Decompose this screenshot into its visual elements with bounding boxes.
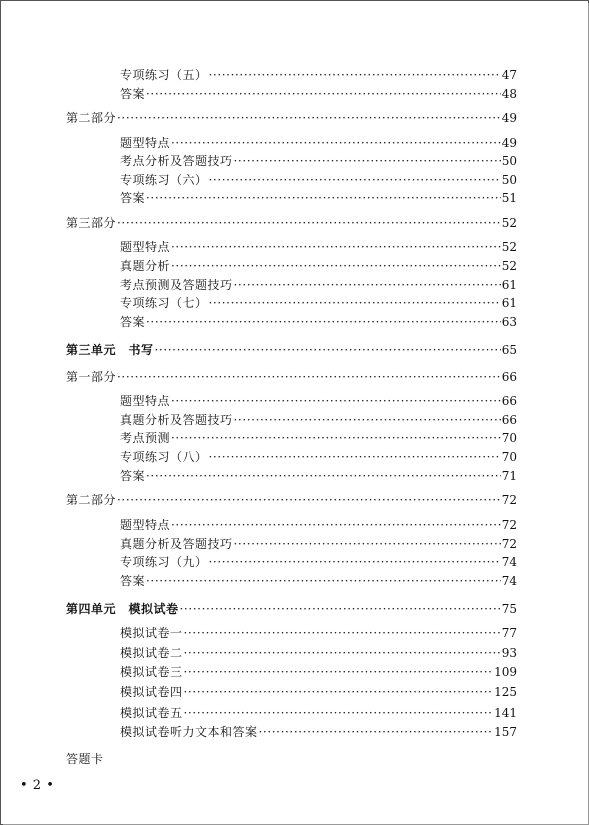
leader-dots bbox=[184, 625, 501, 641]
leader-dots bbox=[209, 172, 501, 188]
toc-entry-page: 48 bbox=[501, 87, 517, 101]
leader-dots bbox=[234, 277, 501, 293]
toc-entry-label: 模拟试卷二 bbox=[120, 646, 183, 660]
toc-entry-label: 题型特点 bbox=[120, 240, 171, 254]
leader-dots bbox=[155, 342, 501, 358]
toc-unit-label: 第三单元 书写 bbox=[66, 343, 154, 357]
toc-entry-label: 考点分析及答题技巧 bbox=[120, 154, 233, 168]
leader-dots bbox=[171, 393, 501, 409]
leader-dots bbox=[146, 190, 501, 206]
toc-entry-label: 模拟试卷五 bbox=[120, 706, 183, 720]
toc-entry bbox=[120, 705, 517, 721]
toc-entry-page: 52 bbox=[501, 240, 517, 254]
toc-section-page: 52 bbox=[501, 216, 517, 230]
toc-entry-label: 真题分析及答题技巧 bbox=[120, 537, 233, 551]
toc-entry-page: 72 bbox=[501, 537, 517, 551]
toc-entry-label: 答案 bbox=[120, 574, 146, 588]
toc-entry-page: 157 bbox=[494, 725, 517, 739]
leader-dots bbox=[146, 573, 501, 589]
toc-entry bbox=[120, 449, 517, 465]
leader-dots bbox=[117, 369, 501, 385]
toc-entry-page: 66 bbox=[501, 394, 517, 408]
leader-dots bbox=[184, 664, 494, 680]
leader-dots bbox=[117, 492, 501, 508]
toc-entry-label: 答案 bbox=[120, 315, 146, 329]
leader-dots bbox=[209, 449, 501, 465]
toc-section bbox=[66, 215, 517, 231]
toc-entry-label: 专项练习（八） bbox=[120, 450, 208, 464]
toc-entry bbox=[120, 573, 517, 589]
toc-entry-page: 61 bbox=[501, 278, 517, 292]
leader-dots bbox=[146, 86, 501, 102]
leader-dots bbox=[234, 536, 501, 552]
toc-section-label: 第二部分 bbox=[66, 493, 117, 507]
toc-entry-page: 70 bbox=[501, 431, 517, 445]
page-folio: • 2 • bbox=[20, 778, 55, 793]
leader-dots bbox=[146, 314, 501, 330]
leader-dots bbox=[146, 468, 501, 484]
leader-dots bbox=[209, 554, 501, 570]
toc-entry bbox=[120, 554, 517, 570]
toc-entry-label: 模拟试卷三 bbox=[120, 665, 183, 679]
toc-entry-label: 专项练习（五） bbox=[120, 68, 208, 82]
leader-dots bbox=[209, 295, 501, 311]
toc-entry-page: 72 bbox=[501, 518, 517, 532]
toc-entry-label: 真题分析及答题技巧 bbox=[120, 413, 233, 427]
leader-dots bbox=[171, 239, 501, 255]
toc-section-page: 49 bbox=[501, 111, 517, 125]
toc-entry-page: 74 bbox=[501, 555, 517, 569]
answer-card-entry: 答题卡 bbox=[66, 752, 104, 766]
toc-unit-page: 65 bbox=[501, 343, 517, 357]
toc-entry bbox=[120, 295, 517, 311]
toc-entry bbox=[120, 684, 517, 700]
toc-entry bbox=[120, 135, 517, 151]
toc-entry-page: 52 bbox=[501, 259, 517, 273]
toc-entry bbox=[120, 153, 517, 169]
toc-entry-label: 专项练习（七） bbox=[120, 296, 208, 310]
toc-entry-page: 49 bbox=[501, 136, 517, 150]
toc-entry-label: 真题分析 bbox=[120, 259, 171, 273]
toc-entry-label: 题型特点 bbox=[120, 394, 171, 408]
toc-section-page: 66 bbox=[501, 370, 517, 384]
toc-entry-label: 模拟试卷听力文本和答案 bbox=[120, 725, 258, 739]
leader-dots bbox=[234, 412, 501, 428]
leader-dots bbox=[209, 67, 501, 83]
toc-entry-label: 考点预测及答题技巧 bbox=[120, 278, 233, 292]
toc-entry-page: 63 bbox=[501, 315, 517, 329]
leader-dots bbox=[184, 645, 501, 661]
leader-dots bbox=[171, 135, 501, 151]
toc-entry bbox=[120, 536, 517, 552]
toc-unit bbox=[66, 601, 517, 617]
toc-entry-page: 71 bbox=[501, 469, 517, 483]
leader-dots bbox=[171, 258, 501, 274]
toc-entry-page: 77 bbox=[501, 626, 517, 640]
toc-entry bbox=[120, 239, 517, 255]
toc-entry-page: 51 bbox=[501, 191, 517, 205]
toc-entry bbox=[120, 645, 517, 661]
toc-unit bbox=[66, 342, 517, 358]
leader-dots bbox=[180, 601, 501, 617]
toc-entry bbox=[120, 724, 517, 740]
toc-entry bbox=[120, 517, 517, 533]
toc-entry-label: 考点预测 bbox=[120, 431, 171, 445]
toc-entry-label: 题型特点 bbox=[120, 136, 171, 150]
toc-section bbox=[66, 369, 517, 385]
toc-section bbox=[66, 492, 517, 508]
toc-entry-page: 50 bbox=[501, 173, 517, 187]
toc-entry-page: 125 bbox=[494, 685, 517, 699]
leader-dots bbox=[184, 684, 494, 700]
toc-entry-label: 专项练习（六） bbox=[120, 173, 208, 187]
toc-entry-page: 66 bbox=[501, 413, 517, 427]
leader-dots bbox=[171, 430, 501, 446]
toc-entry bbox=[120, 468, 517, 484]
toc-section-label: 第一部分 bbox=[66, 370, 117, 384]
toc-section-label: 第三部分 bbox=[66, 216, 117, 230]
toc-entry-label: 模拟试卷四 bbox=[120, 685, 183, 699]
toc-entry-page: 61 bbox=[501, 296, 517, 310]
toc-entry-label: 题型特点 bbox=[120, 518, 171, 532]
leader-dots bbox=[171, 517, 501, 533]
toc-entry bbox=[120, 190, 517, 206]
toc-entry bbox=[120, 314, 517, 330]
toc-entry bbox=[120, 67, 517, 83]
toc-entry bbox=[120, 172, 517, 188]
toc-unit-label: 第四单元 模拟试卷 bbox=[66, 602, 179, 616]
leader-dots bbox=[117, 110, 501, 126]
toc-entry bbox=[120, 86, 517, 102]
toc-entry bbox=[120, 277, 517, 293]
leader-dots bbox=[117, 215, 501, 231]
toc-section bbox=[66, 110, 517, 126]
toc-entry-label: 答案 bbox=[120, 469, 146, 483]
toc-entry-page: 47 bbox=[501, 68, 517, 82]
toc-entry bbox=[120, 664, 517, 680]
toc-entry bbox=[120, 393, 517, 409]
toc-entry-page: 70 bbox=[501, 450, 517, 464]
toc-entry-label: 答案 bbox=[120, 87, 146, 101]
leader-dots bbox=[184, 705, 494, 721]
toc-entry bbox=[120, 258, 517, 274]
toc-entry-label: 答案 bbox=[120, 191, 146, 205]
toc-section-label: 第二部分 bbox=[66, 111, 117, 125]
toc-entry-label: 模拟试卷一 bbox=[120, 626, 183, 640]
toc-entry-page: 141 bbox=[494, 706, 517, 720]
toc-entry bbox=[120, 412, 517, 428]
toc-unit-page: 75 bbox=[501, 602, 517, 616]
toc-entry bbox=[120, 430, 517, 446]
toc-entry-page: 74 bbox=[501, 574, 517, 588]
toc-entry bbox=[120, 625, 517, 641]
toc-entry-label: 专项练习（九） bbox=[120, 555, 208, 569]
toc-entry-page: 109 bbox=[494, 665, 517, 679]
leader-dots bbox=[259, 724, 494, 740]
toc-entry-page: 93 bbox=[501, 646, 517, 660]
toc-section-page: 72 bbox=[501, 493, 517, 507]
toc-entry-page: 50 bbox=[501, 154, 517, 168]
leader-dots bbox=[234, 153, 501, 169]
